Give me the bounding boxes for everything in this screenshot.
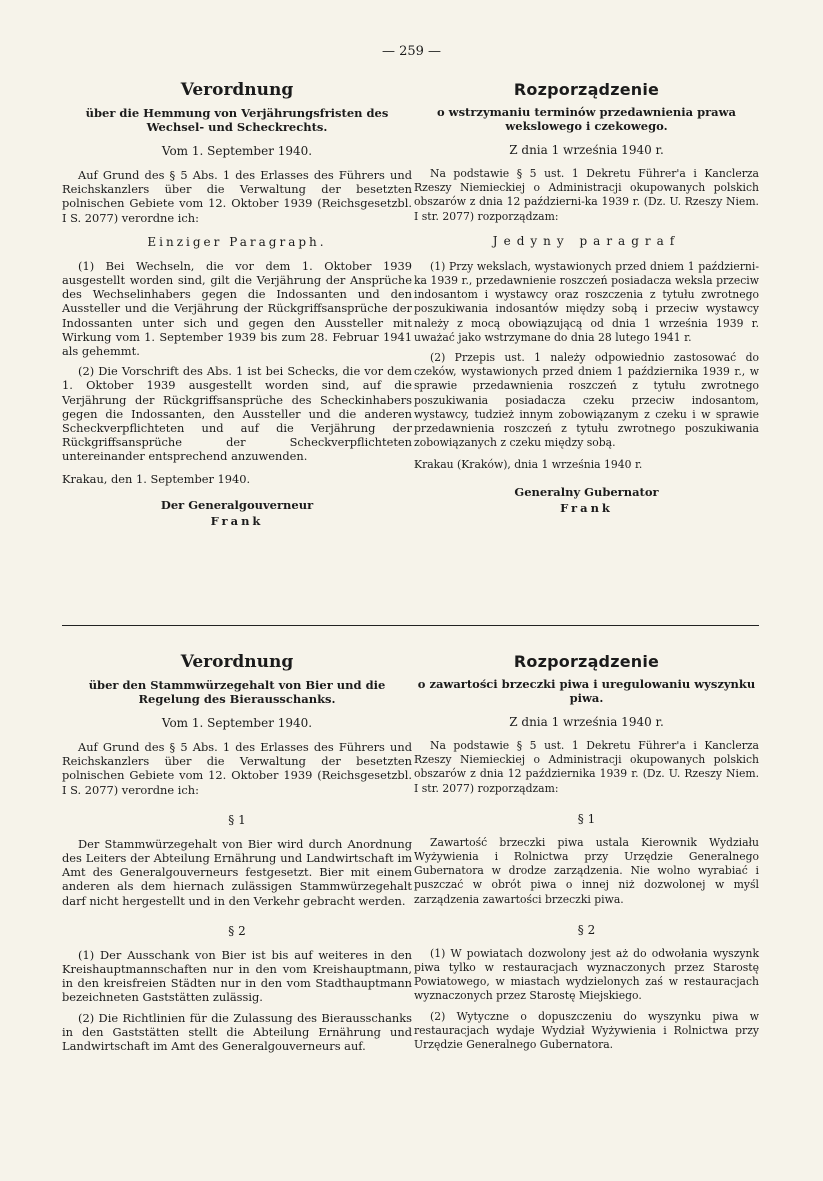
- decree2-pl-subtitle: o zawartości brzeczki piwa i uregulowaniu wyszynku piwa.: [417, 677, 756, 705]
- decree2-pl-preamble: Na podstawie § 5 ust. 1 Dekretu Führer'a i Kanclerza Rzeszy Niemieckiej o Administracji okupowanych polskich obszarów z dnia 12 października 1939 r. (Dz. U. Rzeszy Niem. I str. 2077) rozporządzam:: [414, 739, 759, 795]
- decree2-de-section-1-text: Der Stammwürzegehalt von Bier wird durch Anordnung des Leiters der Abteilung Ernährung und Landwirtschaft im Amt des Generalgouverneurs festgesetzt. Bier mit einem anderen als dem hiernach zulässigen Stammwürzegehalt darf nicht hergestellt und in den Verkehr gebracht werden.: [62, 836, 412, 908]
- decree2-german-column: [62, 652, 412, 1053]
- decree1-de-signature-name: Frank: [210, 513, 264, 528]
- decree1-pl-signature-title: Generalny Gubernator: [514, 484, 659, 499]
- decree2-de-section-1: § 1: [228, 812, 246, 827]
- decree1-de-paragraph-1: (1) Bei Wechseln, die vor dem 1. Oktober 1939 ausgestellt worden sind, gilt die Verjährung der Ansprüche des Wechselinhabers gegen die Indossanten und den Aussteller und die Verjährung der Rückgriffsansprüche der Indossanten unter sich und gegen den Aussteller mit Wirkung vom 1. September 1939 bis zum 28. Februar 1941 als gehemmt.: [62, 258, 412, 359]
- decree1-de-title: Verordnung: [180, 80, 294, 100]
- decree1-german-column: [62, 80, 412, 528]
- page-number: — 259 —: [381, 44, 442, 59]
- decree1-pl-place-date: Krakau (Kraków), dnia 1 września 1940 r.: [414, 458, 643, 472]
- decree1-de-date: Vom 1. September 1940.: [161, 144, 313, 158]
- decree1-pl-date: Z dnia 1 września 1940 r.: [509, 143, 664, 157]
- decree2-de-section-2: § 2: [228, 923, 246, 938]
- decree1-pl-paragraph-2: (2) Przepis ust. 1 należy odpowiednio zastosować do czeków, wystawionych przed dniem 1 października 1939 r., w sprawie przedawnienia roszczeń z tytułu zwrotnego poszukiwania posiadacza czeku przeciw indosantom, wystawcy, tudzież innym zobowiązanym z czeku i w sprawie przedawnienia roszczeń z tytułu zwrotnego poszukiwania zobowiązanych z czeku między sobą.: [414, 351, 759, 450]
- decree2-pl-title: Rozporządzenie: [513, 652, 660, 671]
- decree1-de-subtitle: über die Hemmung von Verjährungsfristen des Wechsel- und Scheckrechts.: [85, 106, 389, 134]
- decree2-pl-section-1: § 1: [577, 811, 596, 826]
- decree2-pl-section-2-paragraph-1: (1) W powiatach dozwolony jest aż do odwołania wyszynk piwa tylko w restauracjach wyznaczonych przez Starostę Powiatowego, w miastach wydzielonych zaś w restauracjach wyznaczonych przez Starostę Miejskiego.: [414, 946, 759, 1003]
- decree1-polish-column: [414, 80, 759, 515]
- section-divider: [62, 625, 759, 626]
- decree2-de-date: Vom 1. September 1940.: [161, 716, 313, 730]
- decree2-pl-section-2: § 2: [577, 922, 596, 937]
- decree1-de-signature-title: Der Generalgouverneur: [160, 497, 314, 512]
- decree1-pl-title: Rozporządzenie: [513, 80, 660, 99]
- decree2-de-preamble: Auf Grund des § 5 Abs. 1 des Erlasses des Führers und Reichskanzlers über die Verwaltung der besetzten polnischen Gebiete vom 12. Oktober 1939 (Reichsgesetzbl. I S. 2077) verordne ich:: [62, 740, 412, 797]
- decree1-pl-heading: Jedyny paragraf: [492, 233, 681, 248]
- decree1-pl-preamble: Na podstawie § 5 ust. 1 Dekretu Führer'a i Kanclerza Rzeszy Niemieckiej o Administracji okupowanych polskich obszarów z dnia 12 październi-ka 1939 r. (Dz. U. Rzeszy Niem. I str. 2077) rozporządzam:: [414, 167, 759, 223]
- decree1-de-preamble: Auf Grund des § 5 Abs. 1 des Erlasses des Führers und Reichskanzlers über die Verwaltung der besetzten polnischen Gebiete vom 12. Oktober 1939 (Reichsgesetzbl. I S. 2077) verordne ich:: [62, 168, 412, 225]
- decree2-pl-date: Z dnia 1 września 1940 r.: [509, 715, 664, 729]
- decree1-pl-paragraph-1: (1) Przy wekslach, wystawionych przed dniem 1 październi-ka 1939 r., przedawnienie roszczeń posiadacza weksla przeciw indosantom i wystawcy oraz roszczenia z tytułu zwrotnego poszukiwania indosantów między sobą i przeciw wystawcy należy z mocą obowiązującą od dnia 1 września 1939 r. uważać jako wstrzymane do dnia 28 lutego 1941 r.: [414, 259, 759, 344]
- decree2-de-section-2-paragraph-2: (2) Die Richtlinien für die Zulassung des Bierausschanks in den Gaststätten stellt die Abteilung Ernährung und Landwirtschaft im Amt des Generalgouverneurs auf.: [62, 1010, 412, 1054]
- decree2-de-subtitle: über den Stammwürzegehalt von Bier und die Regelung des Bierausschanks.: [88, 678, 386, 706]
- decree2-pl-section-1-text: Zawartość brzeczki piwa ustala Kierownik Wydziału Wyżywienia i Rolnictwa przy Urzędzie Generalnego Gubernatora w drodze zarządzenia. Nie wolno wyrabiać i puszczać w obrót piwa o innej niż dozwolonej w myśl zarządzenia zawartości brzeczki piwa.: [414, 835, 759, 906]
- decree1-de-paragraph-2: (2) Die Vorschrift des Abs. 1 ist bei Schecks, die vor dem 1. Oktober 1939 ausgestellt worden sind, auf die Verjährung der Rückgriffsansprüche des Scheckinhabers gegen die Indossanten, den Aussteller und die anderen Scheckverpflichteten und auf die Verjährung der Rückgriffsansprüche der Scheckverpflichteten untereinander entsprechend anzuwenden.: [62, 364, 412, 464]
- decree2-de-title: Verordnung: [180, 652, 294, 672]
- decree1-pl-signature-name: Frank: [560, 500, 613, 515]
- decree1-de-place-date: Krakau, den 1. September 1940.: [62, 471, 251, 486]
- decree1-pl-subtitle: o wstrzymaniu terminów przedawnienia prawa wekslowego i czekowego.: [437, 105, 736, 133]
- decree2-pl-section-2-paragraph-2: (2) Wytyczne o dopuszczeniu do wyszynku piwa w restauracjach wydaje Wydział Wyżywienia i Rolnictwa przy Urzędzie Generalnego Gubernatora.: [414, 1009, 759, 1052]
- decree1-de-heading: Einziger Paragraph.: [147, 234, 327, 249]
- decree2-polish-column: [414, 652, 759, 1052]
- decree2-de-section-2-paragraph-1: (1) Der Ausschank von Bier ist bis auf weiteres in den Kreishauptmannschaften nur in den vom Kreishauptmann, in den kreisfreien Städten nur in den vom Stadthauptmann bezeichneten Gaststätten zulässig.: [62, 947, 412, 1005]
